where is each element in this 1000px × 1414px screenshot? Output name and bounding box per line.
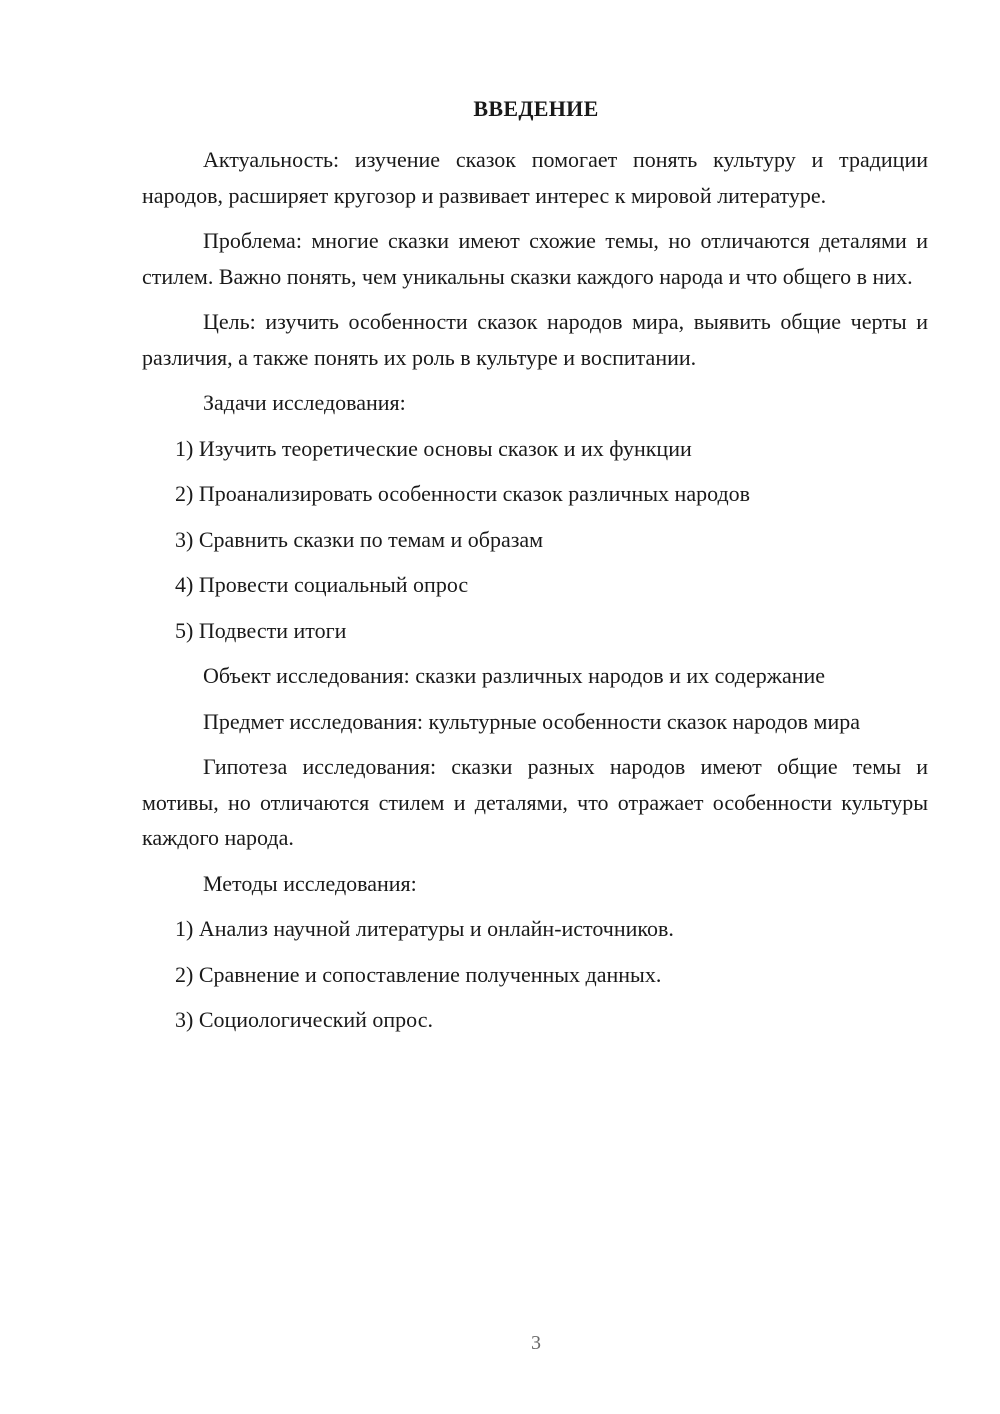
paragraph-relevance: Актуальность: изучение сказок помогает понять культуру и традиции народов, расширяет кругозор и развивает интерес к мировой литературе. bbox=[142, 147, 928, 208]
method-item-1: 1) Анализ научной литературы и онлайн-источников. bbox=[175, 916, 674, 941]
method-item-3: 3) Социологический опрос. bbox=[175, 1007, 433, 1032]
task-item-1: 1) Изучить теоретические основы сказок и их функции bbox=[175, 435, 692, 461]
section-heading: ВВЕДЕНИЕ bbox=[473, 96, 599, 121]
paragraph-hypothesis: Гипотеза исследования: сказки разных народов имеют общие темы и мотивы, но отличаются стилем и деталями, что отражает особенности культуры каждого народа. bbox=[142, 754, 928, 850]
document-body bbox=[142, 142, 928, 1048]
task-item-5: 5) Подвести итоги bbox=[175, 617, 347, 643]
task-item-3: 3) Сравнить сказки по темам и образам bbox=[175, 526, 544, 552]
paragraph-object: Объект исследования: сказки различных народов и их содержание bbox=[203, 663, 826, 688]
paragraph-problem: Проблема: многие сказки имеют схожие темы, но отличаются деталями и стилем. Важно понять, чем уникальны сказки каждого народа и что общего в них. bbox=[142, 228, 928, 289]
page-number: 3 bbox=[531, 1332, 541, 1354]
task-item-2: 2) Проанализировать особенности сказок различных народов bbox=[175, 481, 751, 506]
tasks-heading: Задачи исследования: bbox=[203, 390, 406, 415]
method-item-2: 2) Сравнение и сопоставление полученных данных. bbox=[175, 961, 662, 987]
methods-heading: Методы исследования: bbox=[203, 870, 417, 896]
paragraph-subject: Предмет исследования: культурные особенности сказок народов мира bbox=[203, 708, 860, 734]
paragraph-goal: Цель: изучить особенности сказок народов мира, выявить общие черты и различия, а также понять их роль в культуре и воспитании. bbox=[142, 309, 928, 370]
task-item-4: 4) Провести социальный опрос bbox=[175, 572, 469, 597]
